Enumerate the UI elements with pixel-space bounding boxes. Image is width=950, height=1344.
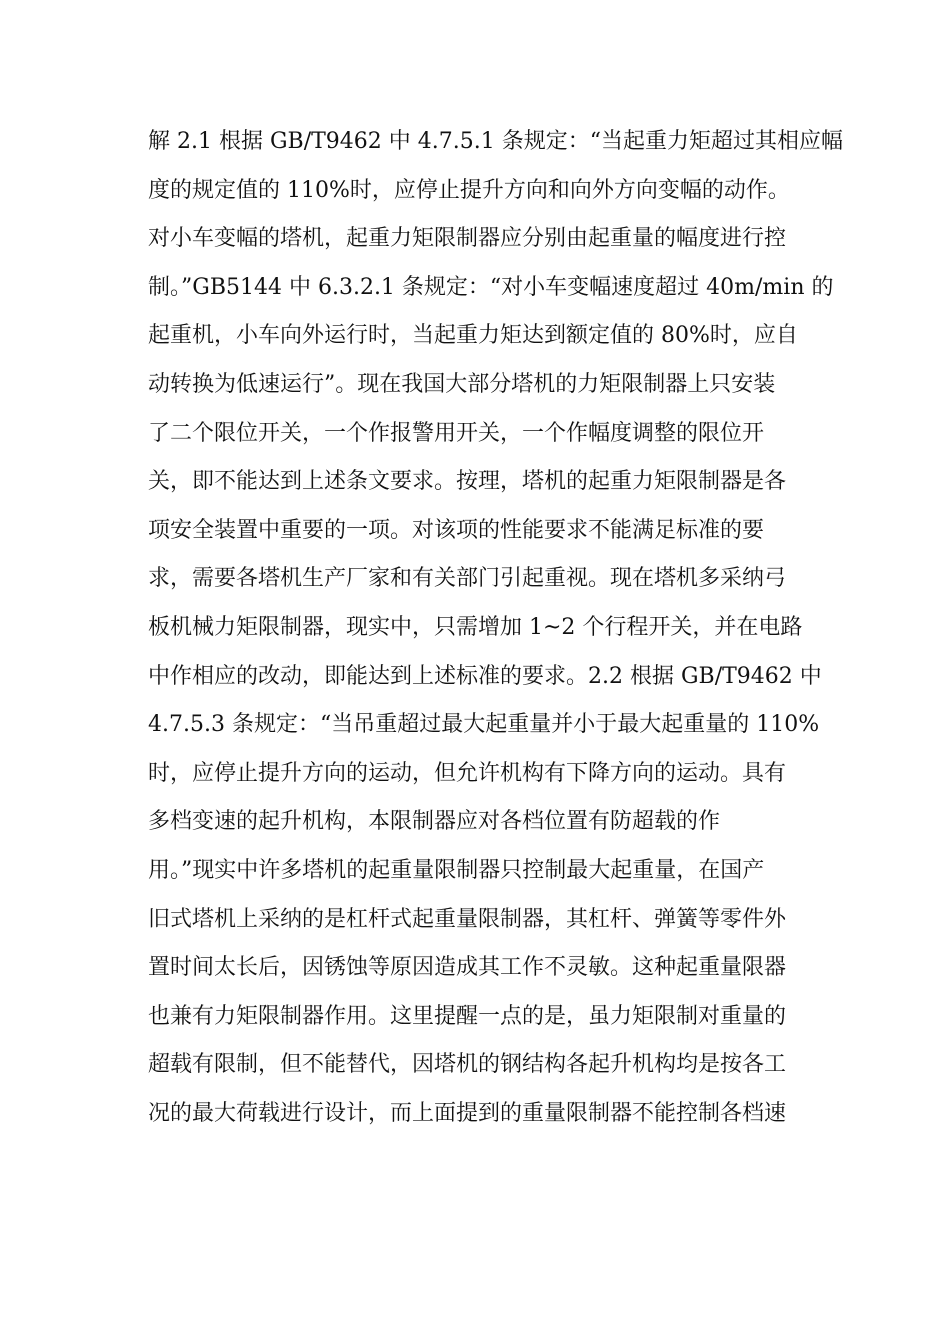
text-line: 板机械力矩限制器，现实中，只需增加 1~2 个行程开关，并在电路	[148, 614, 803, 640]
text-line: 时，应停止提升方向的运动，但允许机构有下降方向的运动。具有	[148, 760, 787, 786]
text-line: 制。”GB5144 中 6.3.2.1 条规定：“对小车变幅速度超过 40m/min 的	[148, 274, 834, 300]
text-line: 也兼有力矩限制器作用。这里提醒一点的是，虽力矩限制对重量的	[148, 1003, 787, 1029]
text-line: 况的最大荷载进行设计，而上面提到的重量限制器不能控制各档速	[148, 1100, 787, 1126]
text-line: 解 2.1 根据 GB/T9462 中 4.7.5.1 条规定：“当起重力矩超过其相应幅	[148, 129, 843, 154]
text-line: 求，需要各塔机生产厂家和有关部门引起重视。现在塔机多采纳弓	[148, 566, 787, 592]
text-line: 起重机，小车向外运行时，当起重力矩达到额定值的 80%时，应自	[148, 323, 798, 349]
text-line: 对小车变幅的塔机，起重力矩限制器应分别由起重量的幅度进行控	[148, 226, 787, 252]
text-line: 项安全装置中重要的一项。对该项的性能要求不能满足标准的要	[148, 517, 765, 543]
text-line: 关，即不能达到上述条文要求。按理，塔机的起重力矩限制器是各	[148, 469, 787, 495]
text-line: 用。”现实中许多塔机的起重量限制器只控制最大起重量，在国产	[148, 857, 765, 883]
text-line: 了二个限位开关，一个作报警用开关，一个作幅度调整的限位开	[148, 420, 765, 446]
text-line: 置时间太长后，因锈蚀等原因造成其工作不灵敏。这种起重量限器	[148, 955, 787, 981]
text-line: 度的规定值的 110%时，应停止提升方向和向外方向变幅的动作。	[148, 177, 790, 203]
text-line: 多档变速的起升机构，本限制器应对各档位置有防超载的作	[148, 809, 721, 835]
text-line: 中作相应的改动，即能达到上述标准的要求。2.2 根据 GB/T9462 中	[148, 663, 822, 689]
body-text	[148, 118, 843, 1138]
text-line: 动转换为低速运行”。现在我国大部分塔机的力矩限制器上只安装	[148, 371, 776, 397]
text-line: 4.7.5.3 条规定：“当吊重超过最大起重量并小于最大起重量的 110%	[148, 712, 820, 738]
text-line: 超载有限制，但不能替代，因塔机的钢结构各起升机构均是按各工	[148, 1052, 787, 1078]
text-line: 旧式塔机上采纳的是杠杆式起重量限制器，其杠杆、弹簧等零件外	[148, 906, 787, 932]
